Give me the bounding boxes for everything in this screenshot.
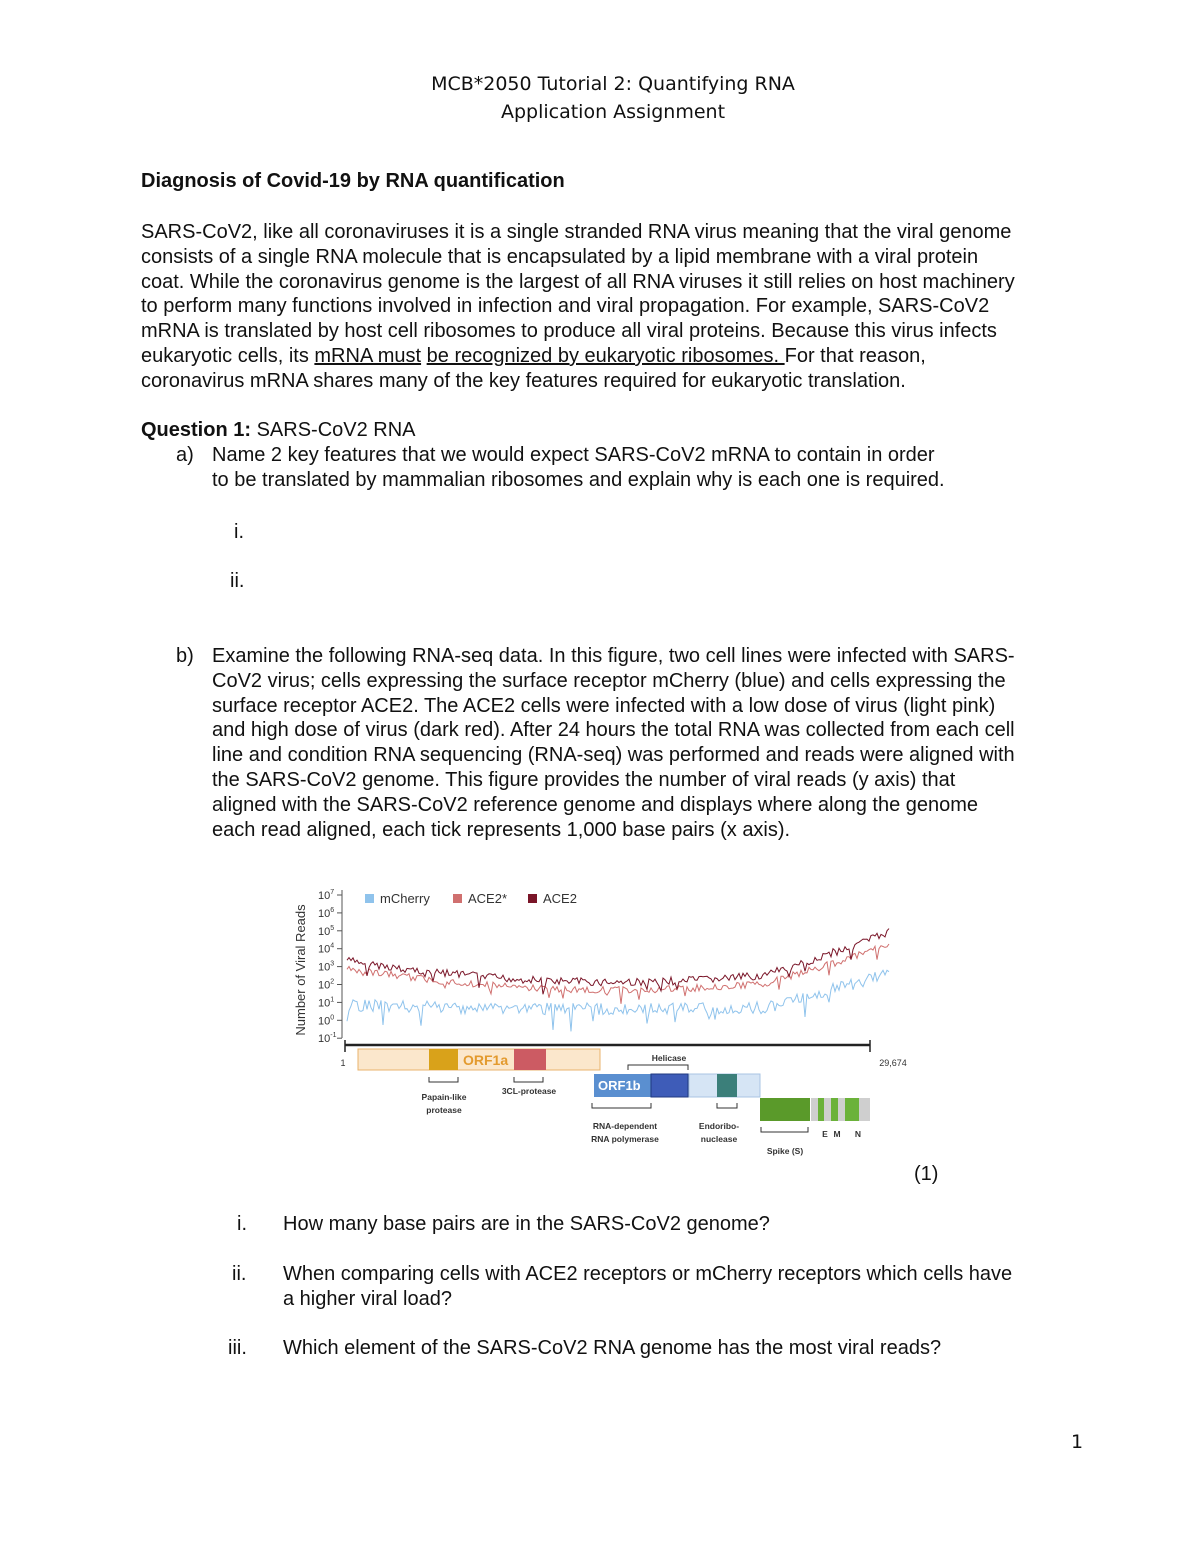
part-a-text — [212, 443, 1172, 493]
document-subtitle: Application Assignment — [500, 101, 726, 123]
question-heading — [141, 418, 416, 443]
intro-line: coat. While the coronavirus genome is the largest of all RNA viruses it still relies on host machinery — [141, 270, 1015, 293]
subq-marker-ii: ii. — [232, 1263, 247, 1285]
legend-label-ace2-low: ACE2* — [468, 891, 508, 906]
ace2-high-dose-trace — [347, 929, 889, 995]
intro-line: coronavirus mRNA shares many of the key features required for eukaryotic translation. — [141, 369, 906, 392]
subq-line: When comparing cells with ACE2 receptors or mCherry receptors which cells have — [283, 1263, 1013, 1285]
question-title: SARS-CoV2 RNA — [251, 419, 416, 441]
intro-text: For that reason, — [784, 344, 926, 367]
y-tick-label: $10^7$ — [318, 889, 335, 902]
rdrp-label-2: RNA polymerase — [591, 1134, 659, 1144]
y-tick-label: $10^5$ — [318, 924, 335, 938]
subq-line: a higher viral load? — [283, 1287, 452, 1310]
genome-end-label: 29,674 — [879, 1058, 907, 1068]
tail-box — [859, 1098, 870, 1121]
part-b-line: CoV2 virus; cells expressing the surface receptor mCherry (blue) and cells expressing the — [212, 669, 1006, 692]
legend-swatch-ace2-low — [453, 894, 462, 903]
rna-seq-figure — [285, 878, 925, 1163]
underlined-text: be recognized by eukaryotic ribosomes. — [426, 344, 785, 367]
helicase-label: Helicase — [651, 1053, 687, 1063]
y-axis-label: Number of Viral Reads — [293, 904, 308, 1036]
spike-label: Spike (S) — [766, 1146, 804, 1156]
endo-bracket — [717, 1103, 737, 1108]
n-gap-box — [838, 1098, 845, 1121]
intro-text: eukaryotic cells, its — [141, 344, 315, 367]
answer-marker-i: i. — [234, 521, 244, 543]
papain-label-2: protease — [426, 1105, 462, 1115]
y-tick-label: $10^1$ — [318, 996, 335, 1010]
m-box — [831, 1098, 838, 1121]
orf1a-label: ORF1a — [463, 1052, 509, 1068]
subq-text-i: How many base pairs are in the SARS-CoV2 genome? — [283, 1213, 770, 1235]
part-b-line: surface receptor ACE2. The ACE2 cells were infected with a low dose of virus (light pink) — [212, 694, 996, 717]
y-tick-label: $10^4$ — [318, 942, 335, 956]
legend-label-mcherry: mCherry — [380, 891, 430, 906]
intro-line — [141, 344, 1141, 369]
subq-marker-i: i. — [237, 1213, 247, 1235]
part-b-line: aligned with the SARS-CoV2 reference genome and displays where along the genome — [212, 793, 979, 816]
endo-label-1: Endoribo- — [698, 1121, 740, 1131]
helicase-bracket — [628, 1065, 688, 1070]
underlined-text: mRNA must — [314, 344, 422, 367]
papain-bracket — [429, 1077, 458, 1082]
section-heading: Diagnosis of Covid-19 by RNA quantification — [141, 170, 565, 192]
part-b-line: and high dose of virus (dark red). After 24 hours the total RNA was collected from each cell — [212, 719, 1015, 742]
intro-line: to perform many functions involved in infection and viral propagation. For example, SARS-CoV2 — [141, 295, 990, 318]
spike-box — [760, 1098, 810, 1121]
page-number: 1 — [1071, 1431, 1084, 1453]
subq-text-iii: Which element of the SARS-CoV2 RNA genome has the most viral reads? — [283, 1337, 942, 1359]
part-b-line: the SARS-CoV2 genome. This figure provides the number of viral reads (y axis) that — [212, 768, 956, 791]
question-label: Question 1: — [141, 419, 252, 441]
figure-number: (1) — [914, 1163, 939, 1185]
n-label: N — [854, 1129, 862, 1139]
legend-swatch-ace2-high — [528, 894, 537, 903]
rdrp-bracket — [592, 1103, 651, 1108]
y-tick-label: $10^3$ — [318, 960, 335, 974]
orf1b-label: ORF1b — [598, 1078, 641, 1093]
y-tick-label: $10^0$ — [318, 1014, 335, 1028]
legend-label-ace2-high: ACE2 — [543, 891, 577, 906]
part-b-line: Examine the following RNA-seq data. In this figure, two cell lines were infected with SARS- — [212, 645, 1015, 667]
n-box — [845, 1098, 859, 1121]
e-label: E — [822, 1129, 828, 1139]
spike-bracket — [761, 1127, 808, 1132]
y-tick-label: $10^2$ — [318, 978, 335, 992]
3cl-bracket — [514, 1077, 543, 1082]
genome-start-label: 1 — [340, 1058, 346, 1068]
answer-marker-ii: ii. — [230, 570, 245, 592]
y-tick-label: $10^6$ — [318, 906, 335, 920]
endoribonuclease-box — [717, 1074, 737, 1097]
3cl-protease-box — [514, 1049, 546, 1070]
part-a-line: Name 2 key features that we would expect SARS-CoV2 mRNA to contain in order — [212, 444, 935, 466]
endo-label-2: nuclease — [700, 1134, 738, 1144]
intro-line: consists of a single RNA molecule that is encapsulated by a lipid membrane with a viral protein — [141, 245, 979, 268]
e-gap-box — [811, 1098, 818, 1121]
subq-marker-iii: iii. — [228, 1337, 247, 1359]
part-a-line: to be translated by mammalian ribosomes and explain why is each one is required. — [212, 468, 945, 491]
rdrp-label-1: RNA-dependent — [592, 1121, 658, 1131]
part-b-text — [212, 644, 1172, 842]
part-b-line: line and condition RNA sequencing (RNA-seq) was performed and reads were aligned with — [212, 744, 1015, 767]
legend-swatch-mcherry — [365, 894, 374, 903]
part-a-marker: a) — [176, 444, 194, 466]
helicase-box — [651, 1074, 688, 1097]
intro-paragraph — [141, 220, 1141, 394]
y-tick-label: $10^{-1}$ — [318, 1032, 337, 1046]
y-axis-ticks — [318, 889, 342, 1045]
part-b-marker: b) — [176, 645, 194, 667]
e-box — [818, 1098, 824, 1121]
m-label: M — [833, 1129, 841, 1139]
part-b-line: each read aligned, each tick represents 1,000 base pairs (x axis). — [212, 818, 791, 841]
papain-like-protease-box — [429, 1049, 458, 1070]
intro-line: mRNA is translated by host cell ribosomes to produce all viral proteins. Because this virus infects — [141, 320, 997, 343]
intro-line: SARS-CoV2, like all coronaviruses it is a single stranded RNA virus meaning that the viral genome — [141, 221, 1012, 243]
papain-label-1: Papain-like — [421, 1092, 467, 1102]
3cl-label: 3CL-protease — [501, 1086, 557, 1096]
m-gap-box — [824, 1098, 831, 1121]
document-title: MCB*2050 Tutorial 2: Quantifying RNA — [431, 73, 795, 95]
subq-text-ii — [283, 1262, 1163, 1312]
